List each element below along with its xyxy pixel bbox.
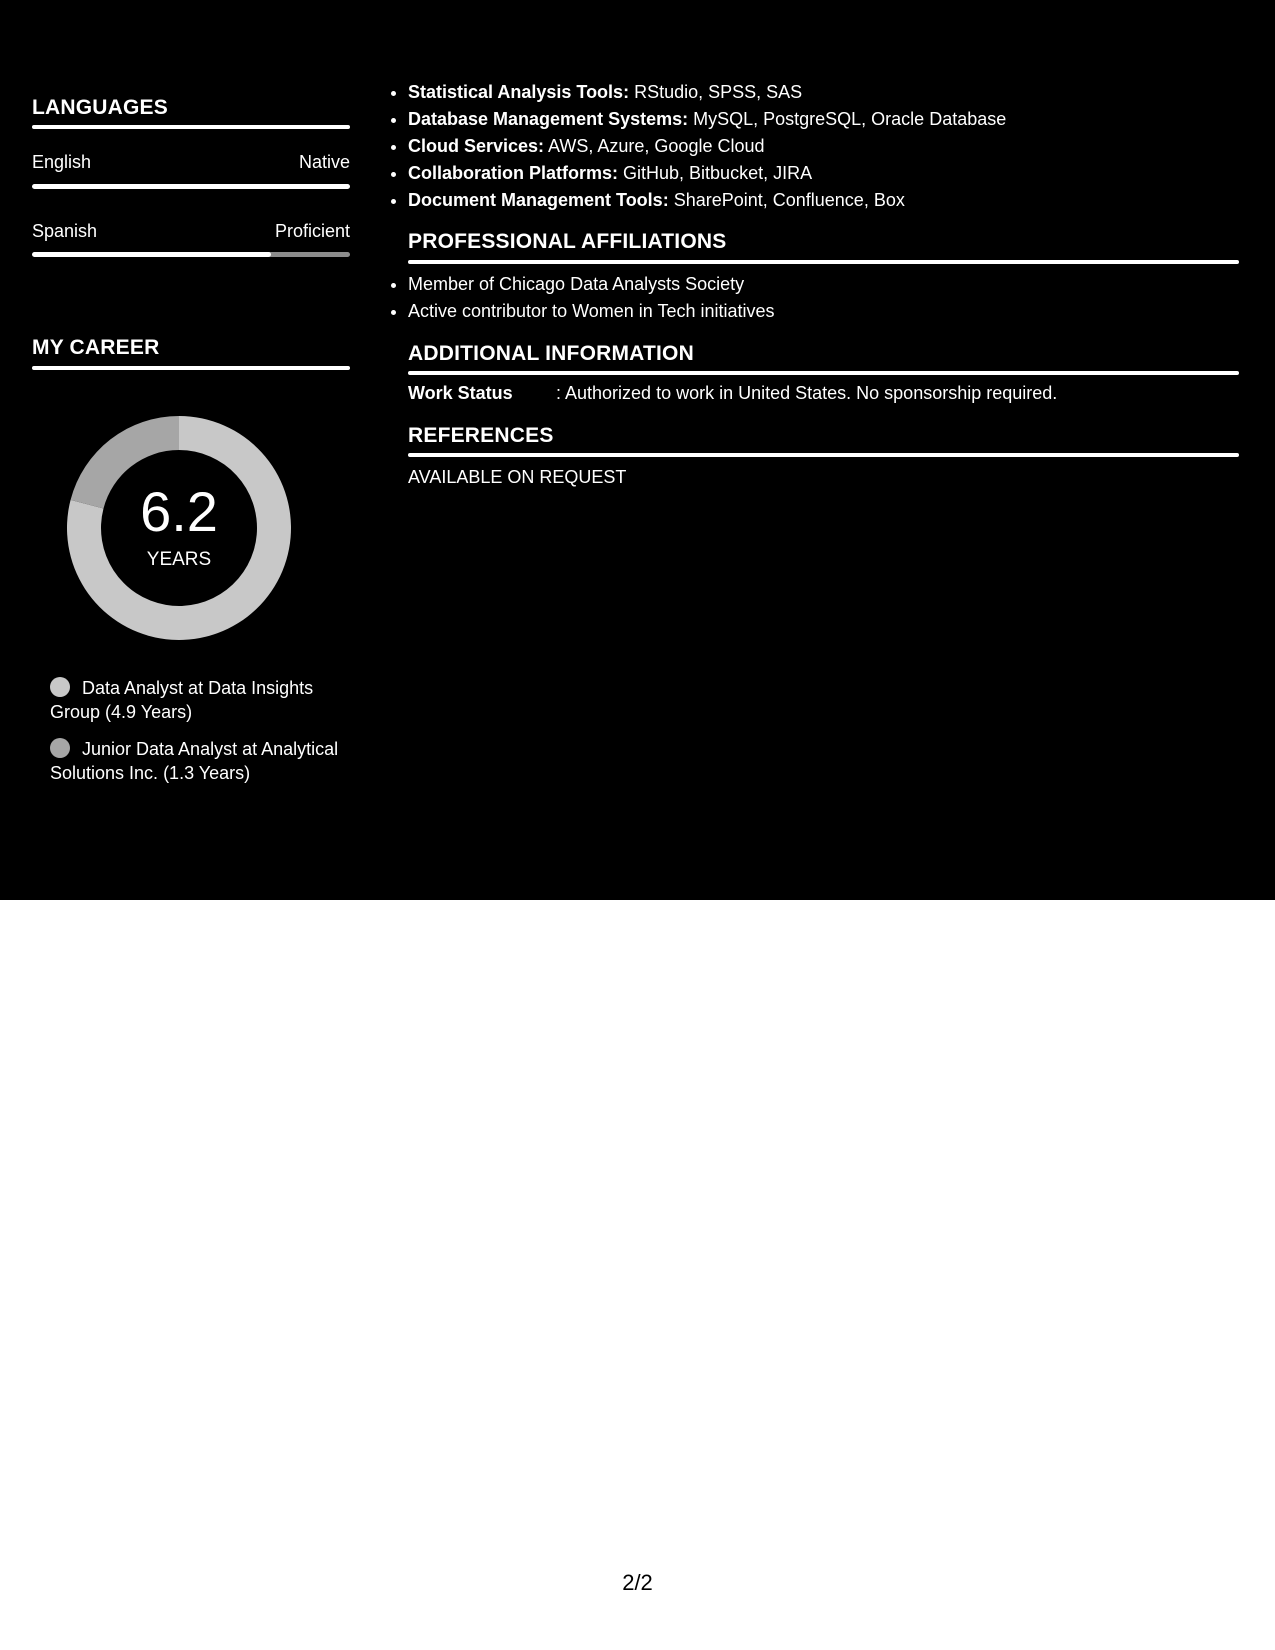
career-legend-label: Junior Data Analyst at Analytical Solutions Inc. (1.3 Years) bbox=[50, 739, 339, 783]
career-legend-item bbox=[50, 676, 340, 724]
tool-category: Statistical Analysis Tools: bbox=[408, 82, 630, 102]
languages-heading: LANGUAGES bbox=[32, 96, 168, 119]
language-bar-spanish bbox=[32, 252, 350, 257]
tool-category: Collaboration Platforms: bbox=[408, 163, 619, 183]
work-status-value: : Authorized to work in United States. No sponsorship required. bbox=[556, 383, 1058, 403]
tool-category: Cloud Services: bbox=[408, 136, 545, 156]
references-heading: REFERENCES bbox=[408, 424, 554, 447]
career-total-unit: YEARS bbox=[146, 549, 212, 570]
tool-category: Database Management Systems: bbox=[408, 109, 689, 129]
references-divider bbox=[408, 453, 1239, 457]
career-legend-item bbox=[50, 737, 340, 785]
career-total-years: 6.2 bbox=[140, 480, 218, 543]
language-row-english bbox=[32, 152, 350, 173]
affiliations-list bbox=[389, 271, 1268, 325]
language-bar-english bbox=[32, 184, 350, 189]
main-content bbox=[381, 0, 1275, 900]
language-name: English bbox=[32, 152, 92, 172]
list-item: • Active contributor to Women in Tech initiatives bbox=[408, 298, 1268, 325]
language-bar-fill bbox=[32, 252, 271, 257]
language-name: Spanish bbox=[32, 221, 98, 241]
tool-values: RStudio, SPSS, SAS bbox=[629, 82, 803, 102]
languages-divider bbox=[32, 125, 350, 129]
work-status-row bbox=[408, 383, 1057, 404]
page-number: 2/2 bbox=[622, 1570, 653, 1595]
list-item bbox=[408, 133, 1268, 160]
tool-values: SharePoint, Confluence, Box bbox=[668, 190, 905, 210]
list-item bbox=[408, 79, 1268, 106]
language-bar-fill bbox=[32, 184, 350, 189]
tool-values: AWS, Azure, Google Cloud bbox=[544, 136, 765, 156]
tool-values: GitHub, Bitbucket, JIRA bbox=[618, 163, 813, 183]
language-level: Proficient bbox=[274, 221, 350, 241]
references-text: AVAILABLE ON REQUEST bbox=[408, 467, 627, 487]
list-item bbox=[408, 106, 1268, 133]
affiliations-heading: PROFESSIONAL AFFILIATIONS bbox=[408, 230, 727, 253]
legend-dot-icon bbox=[50, 677, 70, 697]
language-level: Native bbox=[298, 152, 350, 172]
list-item bbox=[408, 160, 1268, 187]
sidebar bbox=[0, 0, 381, 900]
language-row-spanish bbox=[32, 221, 350, 242]
skills-tools-list bbox=[389, 79, 1268, 214]
work-status-label: Work Status bbox=[408, 383, 513, 403]
list-item bbox=[408, 187, 1268, 214]
additional-info-heading: ADDITIONAL INFORMATION bbox=[408, 342, 694, 365]
additional-info-divider bbox=[408, 371, 1239, 375]
career-legend bbox=[50, 676, 340, 798]
career-legend-label: Data Analyst at Data Insights Group (4.9 Years) bbox=[50, 678, 314, 722]
affiliations-divider bbox=[408, 260, 1239, 264]
career-heading: MY CAREER bbox=[32, 336, 160, 359]
legend-dot-icon bbox=[50, 738, 70, 758]
career-divider bbox=[32, 366, 350, 370]
list-item: • Member of Chicago Data Analysts Society bbox=[408, 271, 1268, 298]
tool-category: Document Management Tools: bbox=[408, 190, 669, 210]
tool-values: MySQL, PostgreSQL, Oracle Database bbox=[688, 109, 1007, 129]
